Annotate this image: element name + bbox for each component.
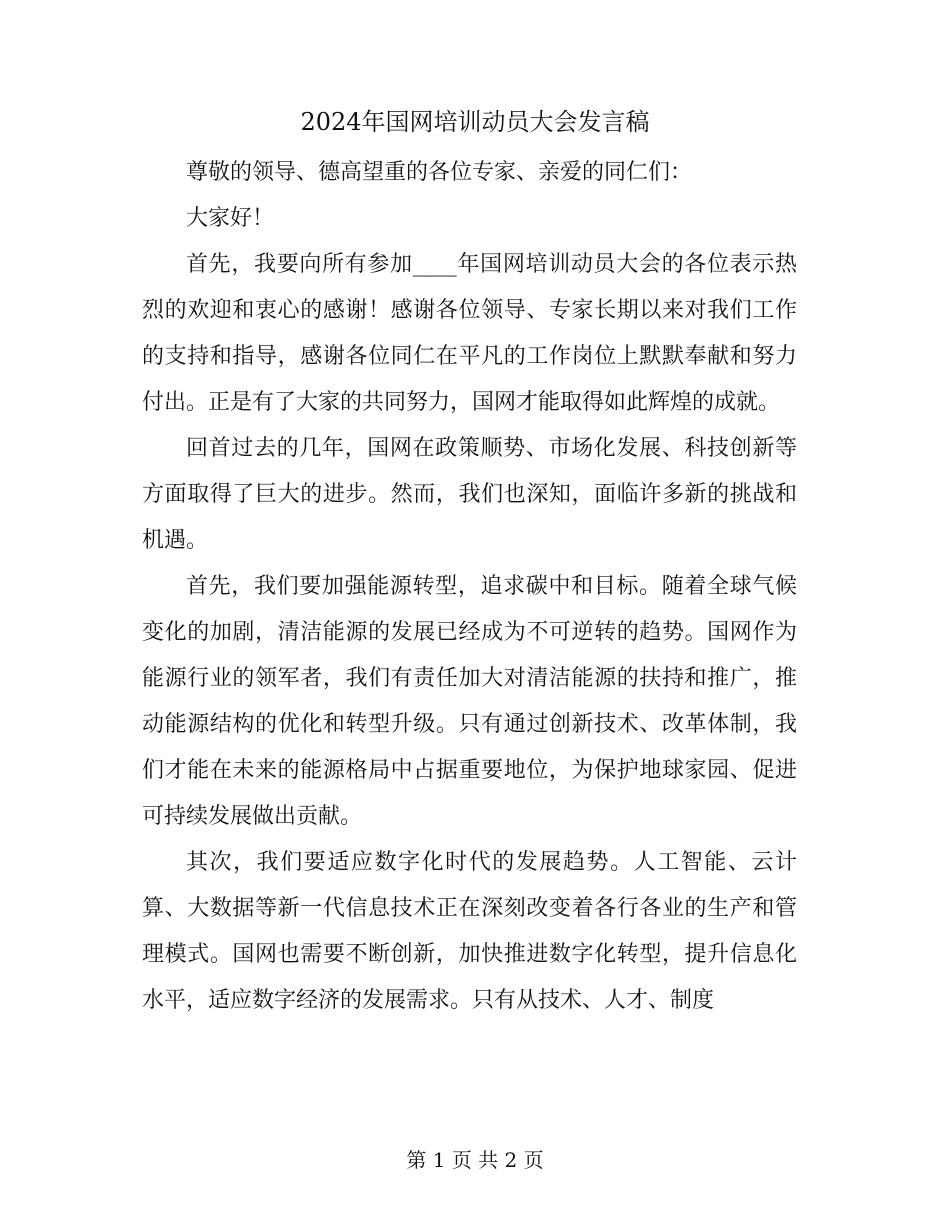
page-footer: 第 1 页 共 2 页 bbox=[406, 1148, 544, 1172]
paragraph-energy-transition: 首先，我们要加强能源转型，追求碳中和目标。随着全球气候变化的加剧，清洁能源的发展已经成为不可逆转的趋势。国网作为能源行业的领军者，我们有责任加大对清洁能源的扶持和推广，推动能源结构的优化和转型升级。只有通过创新技术、改革体制，我们才能在未来的能源格局中占据重要地位，为保护地球家园、促进可持续发展做出贡献。 bbox=[142, 574, 797, 829]
salutation: 尊敬的领导、德高望重的各位专家、亲爱的同仁们： bbox=[186, 160, 693, 185]
document-body bbox=[142, 150, 797, 1024]
paragraph-welcome: 首先，我要向所有参加____年国网培训动员大会的各位表示热烈的欢迎和衷心的感谢！感谢各位领导、专家长期以来对我们工作的支持和指导，感谢各位同仁在平凡的工作岗位上默默奉献和努力付出。正是有了大家的共同努力，国网才能取得如此辉煌的成就。 bbox=[142, 252, 797, 415]
document-title: 2024年国网培训动员大会发言稿 bbox=[300, 108, 650, 136]
paragraph-review: 回首过去的几年，国网在政策顺势、市场化发展、科技创新等方面取得了巨大的进步。然而，我们也深知，面临许多新的挑战和机遇。 bbox=[142, 436, 797, 553]
paragraph-digitalization: 其次，我们要适应数字化时代的发展趋势。人工智能、云计算、大数据等新一代信息技术正在深刻改变着各行各业的生产和管理模式。国网也需要不断创新，加快推进数字化转型，提升信息化水平，适应数字经济的发展需求。只有从技术、人才、制度 bbox=[142, 850, 797, 1013]
greeting: 大家好！ bbox=[186, 206, 275, 231]
